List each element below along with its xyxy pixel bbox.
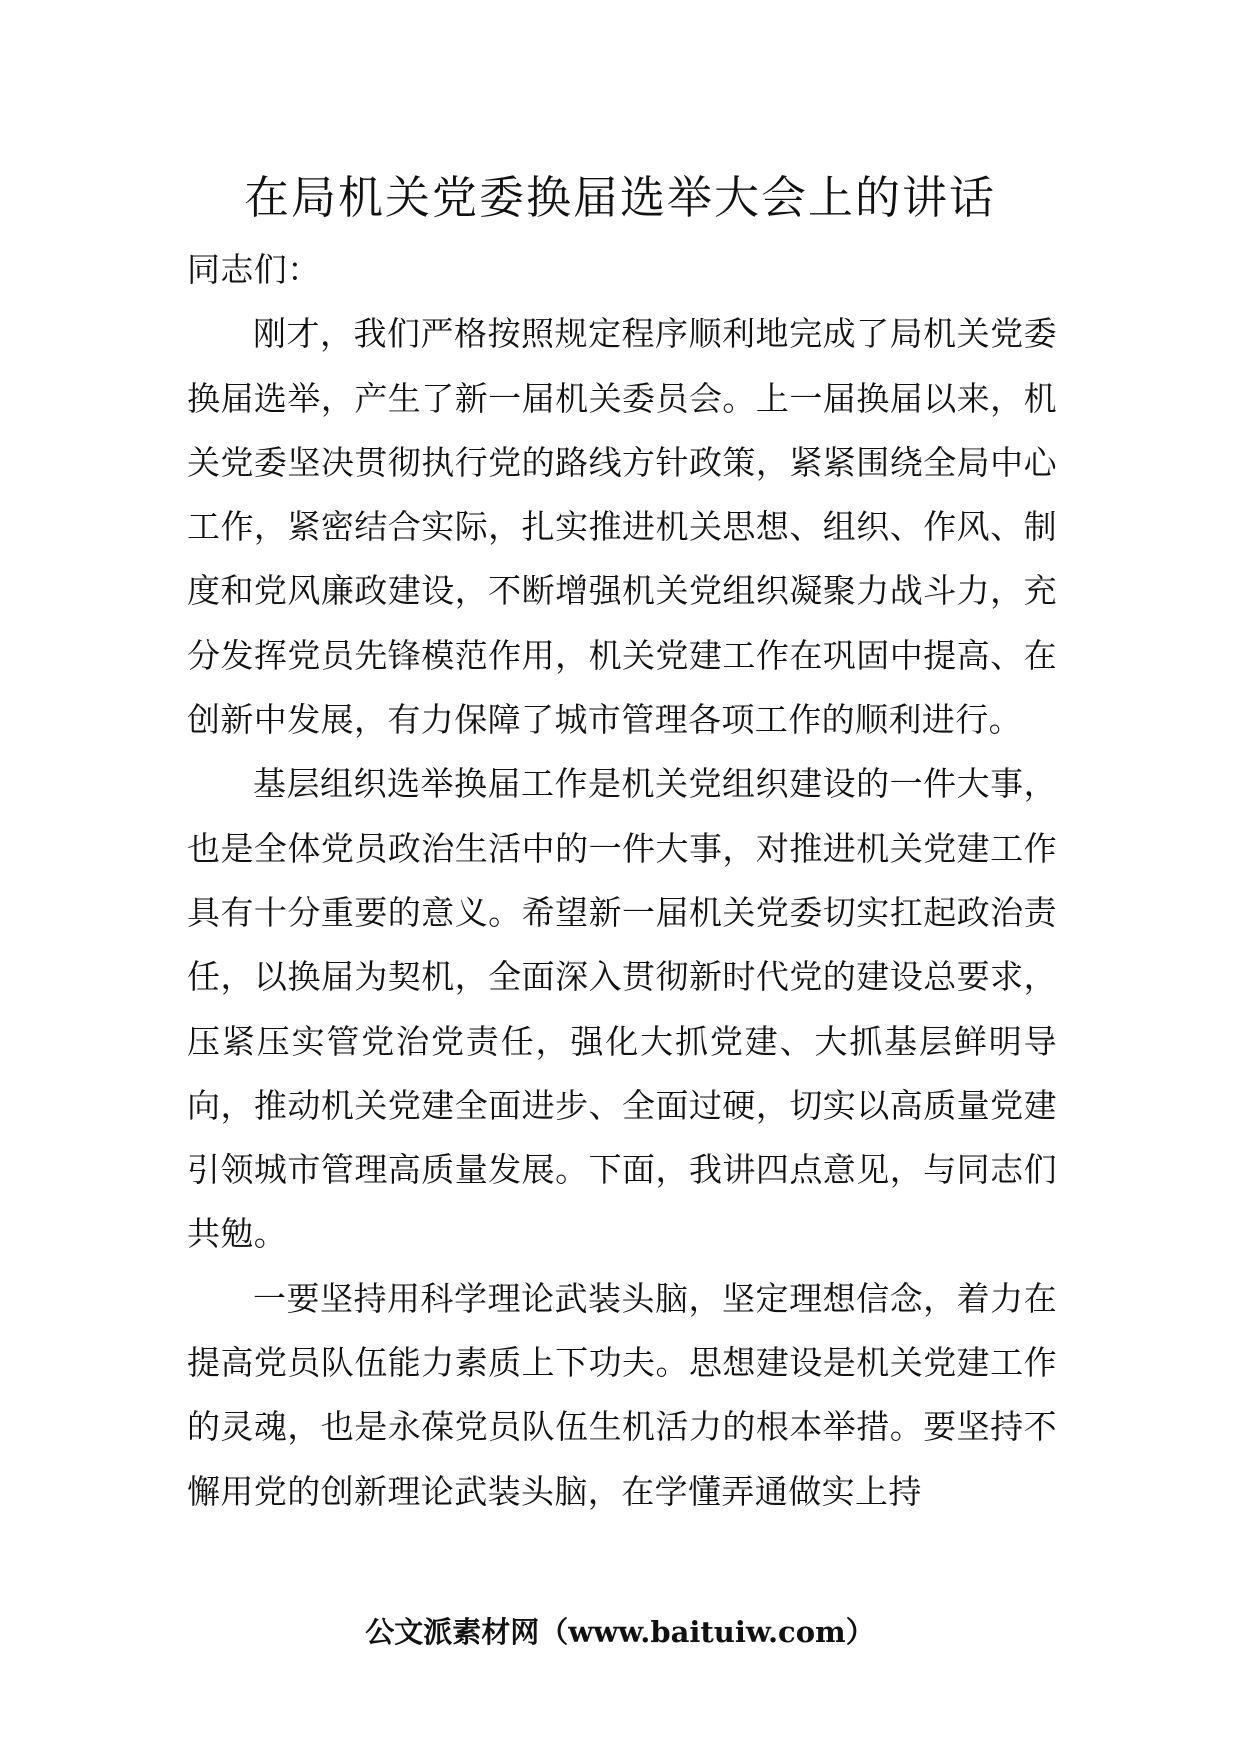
paragraph-3: 一要坚持用科学理论武装头脑，坚定理想信念，着力在提高党员队伍能力素质上下功夫。思想建设是机关党建工作的灵魂，也是永葆党员队伍生机活力的根本举措。要坚持不懈用党的创新理论武装头脑，在学懂弄通做实上持	[187, 1278, 1057, 1511]
footer-watermark-text: 公文派素材网（www.baituiw.com）	[365, 1615, 875, 1649]
document-title: 在局机关党委换届选举大会上的讲话	[243, 171, 996, 224]
salutation: 同志们：	[187, 250, 321, 289]
paragraph-1: 刚才，我们严格按照规定程序顺利地完成了局机关党委换届选举，产生了新一届机关委员会。上一届换届以来，机关党委坚决贯彻执行党的路线方针政策，紧紧围绕全局中心工作，紧密结合实际，扎实推进机关思想、组织、作风、制度和党风廉政建设，不断增强机关党组织凝聚力战斗力，充分发挥党员先锋模范作用，机关党建工作在巩固中提高、在创新中发展，有力保障了城市管理各项工作的顺利进行。	[187, 314, 1057, 740]
document-body	[187, 238, 1057, 1524]
paragraph-2: 基层组织选举换届工作是机关党组织建设的一件大事，也是全体党员政治生活中的一件大事，对推进机关党建工作具有十分重要的意义。希望新一届机关党委切实扛起政治责任，以换届为契机，全面深入贯彻新时代党的建设总要求，压紧压实管党治党责任，强化大抓党建、大抓基层鲜明导向，推动机关党建全面进步、全面过硬，切实以高质量党建引领城市管理高质量发展。下面，我讲四点意见，与同志们共勉。	[187, 764, 1057, 1254]
